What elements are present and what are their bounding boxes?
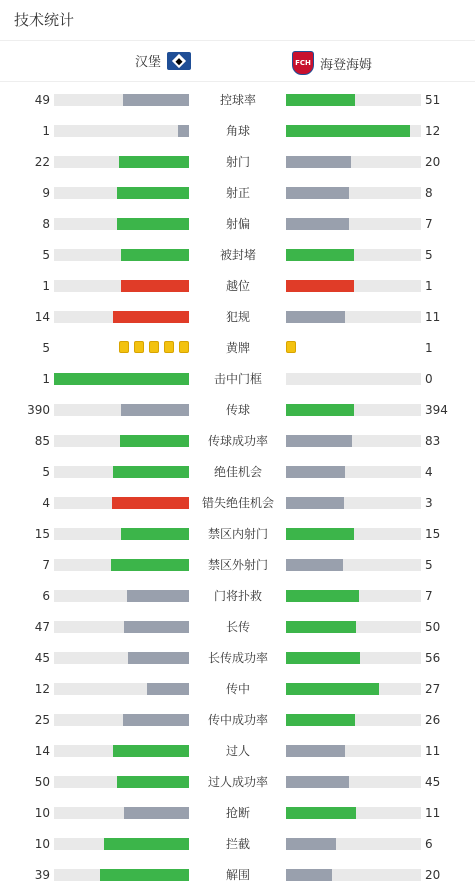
stat-label: 过人成功率 xyxy=(207,775,268,789)
away-stat-value: 8 xyxy=(425,186,433,200)
away-stat-bar-fill xyxy=(286,94,355,106)
stat-row xyxy=(0,834,475,854)
home-stat-value: 5 xyxy=(42,341,50,355)
away-stat-bar-fill xyxy=(286,621,356,633)
home-team-name: 汉堡 xyxy=(134,55,161,70)
home-stat-bar-fill xyxy=(119,156,189,168)
stat-row xyxy=(0,648,475,668)
stat-label: 击中门框 xyxy=(213,372,262,386)
yellow-card-icon xyxy=(134,341,144,353)
home-stat-value: 1 xyxy=(42,372,50,386)
home-stat-bar xyxy=(54,621,189,633)
away-stat-bar-fill xyxy=(286,714,355,726)
home-stat-value: 15 xyxy=(34,527,50,541)
home-stat-bar-fill xyxy=(128,652,189,664)
stat-row xyxy=(0,586,475,606)
home-stat-bar-fill xyxy=(147,683,189,695)
yellow-card-icon xyxy=(119,341,129,353)
home-stat-value: 7 xyxy=(42,558,50,572)
home-stat-bar xyxy=(54,311,189,323)
away-stat-bar xyxy=(286,280,421,292)
stat-label: 犯规 xyxy=(225,310,250,324)
away-stat-value: 6 xyxy=(425,837,433,851)
away-stat-value: 45 xyxy=(425,775,441,789)
stat-label: 传中 xyxy=(225,682,250,696)
away-stat-value: 11 xyxy=(425,744,441,758)
home-team[interactable] xyxy=(135,51,191,70)
away-stat-bar-fill xyxy=(286,249,354,261)
home-stat-value: 14 xyxy=(34,744,50,758)
home-stat-bar-fill xyxy=(113,311,189,323)
stat-row xyxy=(0,431,475,451)
away-stat-bar-fill xyxy=(286,187,349,199)
team-header xyxy=(0,41,475,82)
away-stat-bar-fill xyxy=(286,838,336,850)
away-stat-bar xyxy=(286,807,421,819)
away-stat-bar-fill xyxy=(286,435,352,447)
stat-label: 错失绝佳机会 xyxy=(201,496,274,510)
away-stat-value: 20 xyxy=(425,155,441,169)
stat-row xyxy=(0,276,475,296)
away-stat-bar-fill xyxy=(286,311,345,323)
stat-row xyxy=(0,803,475,823)
away-stat-value: 4 xyxy=(425,465,433,479)
home-stat-value: 1 xyxy=(42,124,50,138)
home-stat-value: 22 xyxy=(34,155,50,169)
stat-row xyxy=(0,772,475,792)
away-stat-bar xyxy=(286,218,421,230)
away-stat-bar xyxy=(286,156,421,168)
away-stat-value: 83 xyxy=(425,434,441,448)
away-stat-bar xyxy=(286,497,421,509)
home-stat-bar-fill xyxy=(111,559,189,571)
away-stat-bar xyxy=(286,683,421,695)
away-stat-value: 3 xyxy=(425,496,433,510)
away-stat-bar-fill xyxy=(286,497,344,509)
away-team[interactable] xyxy=(292,51,372,75)
stat-row xyxy=(0,865,475,885)
stat-label: 角球 xyxy=(225,124,250,138)
home-stat-value: 1 xyxy=(42,279,50,293)
home-stat-bar-fill xyxy=(121,528,189,540)
away-stat-value: 51 xyxy=(425,93,441,107)
away-stat-bar xyxy=(286,125,421,137)
home-stat-value: 8 xyxy=(42,217,50,231)
stat-label: 拦截 xyxy=(225,837,250,851)
home-stat-value: 39 xyxy=(34,868,50,882)
home-stat-bar-fill xyxy=(124,807,189,819)
home-stat-value: 14 xyxy=(34,310,50,324)
home-stat-bar xyxy=(54,280,189,292)
home-stat-bar-fill xyxy=(123,714,189,726)
heidenheim-badge-icon: FCH xyxy=(292,51,314,75)
stat-label: 射正 xyxy=(225,186,250,200)
stat-label: 长传 xyxy=(225,620,250,634)
stat-row xyxy=(0,617,475,637)
home-stat-bar-fill xyxy=(117,776,189,788)
home-stat-bar-fill xyxy=(113,466,189,478)
away-stat-value: 50 xyxy=(425,620,441,634)
stat-row xyxy=(0,400,475,420)
home-stat-bar xyxy=(54,714,189,726)
away-stat-value: 12 xyxy=(425,124,441,138)
away-stat-bar xyxy=(286,869,421,881)
home-stat-bar-fill xyxy=(112,497,189,509)
home-stat-bar xyxy=(54,776,189,788)
home-stat-value: 10 xyxy=(34,837,50,851)
away-stat-bar xyxy=(286,776,421,788)
yellow-card-icon xyxy=(149,341,159,353)
home-stat-bar xyxy=(54,807,189,819)
stat-row xyxy=(0,710,475,730)
away-team-name: 海登海姆 xyxy=(320,57,373,73)
home-stat-bar xyxy=(54,838,189,850)
home-stat-bar-fill xyxy=(100,869,189,881)
stat-row xyxy=(0,462,475,482)
stat-row xyxy=(0,741,475,761)
home-stat-bar-fill xyxy=(121,249,189,261)
stat-label: 门将扑救 xyxy=(213,589,262,603)
stat-label: 禁区内射门 xyxy=(207,527,268,541)
away-stat-value: 27 xyxy=(425,682,441,696)
stat-row xyxy=(0,152,475,172)
home-stat-value: 10 xyxy=(34,806,50,820)
away-stat-bar xyxy=(286,745,421,757)
away-stat-bar-fill xyxy=(286,869,332,881)
stat-label: 绝佳机会 xyxy=(213,465,262,479)
away-stat-bar xyxy=(286,559,421,571)
stat-row xyxy=(0,183,475,203)
away-stat-value: 11 xyxy=(425,310,441,324)
away-stat-bar xyxy=(286,590,421,602)
away-stat-bar xyxy=(286,187,421,199)
home-stat-bar xyxy=(54,249,189,261)
stat-label: 传球 xyxy=(225,403,250,417)
away-stat-bar xyxy=(286,404,421,416)
stat-label: 抢断 xyxy=(225,806,250,820)
home-stat-value: 25 xyxy=(34,713,50,727)
away-stat-value: 7 xyxy=(425,589,433,603)
yellow-card-icon xyxy=(164,341,174,353)
yellow-card-icon xyxy=(286,341,296,353)
stat-row xyxy=(0,121,475,141)
stat-row xyxy=(0,524,475,544)
stat-row xyxy=(0,307,475,327)
home-stat-bar xyxy=(54,218,189,230)
away-stat-bar-fill xyxy=(286,125,410,137)
home-stat-value: 47 xyxy=(34,620,50,634)
home-stat-bar-fill xyxy=(117,218,189,230)
home-stat-value: 9 xyxy=(42,186,50,200)
home-stat-bar-fill xyxy=(127,590,189,602)
away-stat-value: 5 xyxy=(425,558,433,572)
home-stat-bar-fill xyxy=(120,435,189,447)
home-stat-bar xyxy=(54,435,189,447)
home-stat-bar xyxy=(54,125,189,137)
stat-row xyxy=(0,245,475,265)
home-stat-bar xyxy=(54,94,189,106)
home-stat-value: 5 xyxy=(42,248,50,262)
away-stat-value: 1 xyxy=(425,279,433,293)
away-stat-value: 20 xyxy=(425,868,441,882)
stat-row xyxy=(0,369,475,389)
away-stat-value: 15 xyxy=(425,527,441,541)
home-stat-value: 50 xyxy=(34,775,50,789)
away-stat-bar-fill xyxy=(286,528,354,540)
home-stat-bar-fill xyxy=(124,621,189,633)
stat-label: 控球率 xyxy=(219,93,256,107)
away-stat-bar xyxy=(286,652,421,664)
away-stat-value: 0 xyxy=(425,372,433,386)
stat-label: 传中成功率 xyxy=(207,713,268,727)
away-stat-bar xyxy=(286,435,421,447)
stat-label: 越位 xyxy=(225,279,250,293)
away-stat-value: 394 xyxy=(425,403,448,417)
away-stat-bar-fill xyxy=(286,745,345,757)
away-stat-value: 7 xyxy=(425,217,433,231)
home-stat-bar xyxy=(54,869,189,881)
stat-row xyxy=(0,555,475,575)
home-stat-bar xyxy=(54,559,189,571)
home-stat-bar xyxy=(54,373,189,385)
home-stat-value: 5 xyxy=(42,465,50,479)
home-stat-bar xyxy=(54,528,189,540)
away-stat-bar xyxy=(286,838,421,850)
away-stat-bar-fill xyxy=(286,652,360,664)
away-stat-bar xyxy=(286,621,421,633)
stat-row xyxy=(0,679,475,699)
home-stat-bar-fill xyxy=(121,404,189,416)
away-stat-bar xyxy=(286,466,421,478)
stat-label: 解围 xyxy=(225,868,250,882)
home-stat-bar-fill xyxy=(104,838,189,850)
stat-row xyxy=(0,90,475,110)
away-stat-bar-fill xyxy=(286,404,354,416)
away-stat-value: 56 xyxy=(425,651,441,665)
away-stat-bar-fill xyxy=(286,218,349,230)
stat-label: 射偏 xyxy=(225,217,250,231)
stat-label: 黄牌 xyxy=(225,341,250,355)
away-stat-bar-fill xyxy=(286,559,343,571)
home-stat-bar-fill xyxy=(117,187,189,199)
away-stat-bar xyxy=(286,249,421,261)
home-stat-value: 6 xyxy=(42,589,50,603)
home-stat-bar xyxy=(54,745,189,757)
home-stat-bar-fill xyxy=(178,125,189,137)
away-stat-bar xyxy=(286,311,421,323)
home-stat-bar xyxy=(54,187,189,199)
hamburg-badge-icon xyxy=(167,52,191,70)
home-stat-value: 45 xyxy=(34,651,50,665)
stat-label: 射门 xyxy=(225,155,250,169)
home-stat-bar-fill xyxy=(54,373,189,385)
home-stat-value: 4 xyxy=(42,496,50,510)
home-stat-bar xyxy=(54,404,189,416)
away-stat-bar-fill xyxy=(286,776,349,788)
away-stat-bar xyxy=(286,528,421,540)
yellow-card-icon xyxy=(179,341,189,353)
home-stat-value: 390 xyxy=(27,403,50,417)
away-stat-bar-fill xyxy=(286,807,356,819)
stat-row xyxy=(0,214,475,234)
away-stat-value: 11 xyxy=(425,806,441,820)
home-stat-bar-fill xyxy=(123,94,189,106)
home-stat-bar xyxy=(54,497,189,509)
away-stat-bar xyxy=(286,373,421,385)
home-stat-value: 85 xyxy=(34,434,50,448)
page-title: 技术统计 xyxy=(0,0,475,41)
away-stat-value: 26 xyxy=(425,713,441,727)
stat-label: 过人 xyxy=(225,744,250,758)
away-stat-bar-fill xyxy=(286,280,354,292)
stat-row xyxy=(0,493,475,513)
stat-row xyxy=(0,338,475,358)
home-stat-bar xyxy=(54,683,189,695)
home-stat-bar xyxy=(54,590,189,602)
away-stat-bar xyxy=(286,714,421,726)
away-stat-bar xyxy=(286,94,421,106)
stat-label: 被封堵 xyxy=(219,248,256,262)
home-stat-bar xyxy=(54,652,189,664)
home-stat-bar-fill xyxy=(121,280,189,292)
away-stat-bar-fill xyxy=(286,466,345,478)
home-stat-value: 49 xyxy=(34,93,50,107)
away-stat-value: 5 xyxy=(425,248,433,262)
home-stat-bar xyxy=(54,156,189,168)
stat-label: 传球成功率 xyxy=(207,434,268,448)
home-stat-value: 12 xyxy=(34,682,50,696)
away-stat-bar-fill xyxy=(286,156,351,168)
stat-label: 长传成功率 xyxy=(207,651,268,665)
away-stat-bar-fill xyxy=(286,590,359,602)
stat-label: 禁区外射门 xyxy=(207,558,268,572)
away-stat-bar-fill xyxy=(286,683,379,695)
away-stat-value: 1 xyxy=(425,341,433,355)
home-stat-bar-fill xyxy=(113,745,189,757)
home-stat-bar xyxy=(54,466,189,478)
